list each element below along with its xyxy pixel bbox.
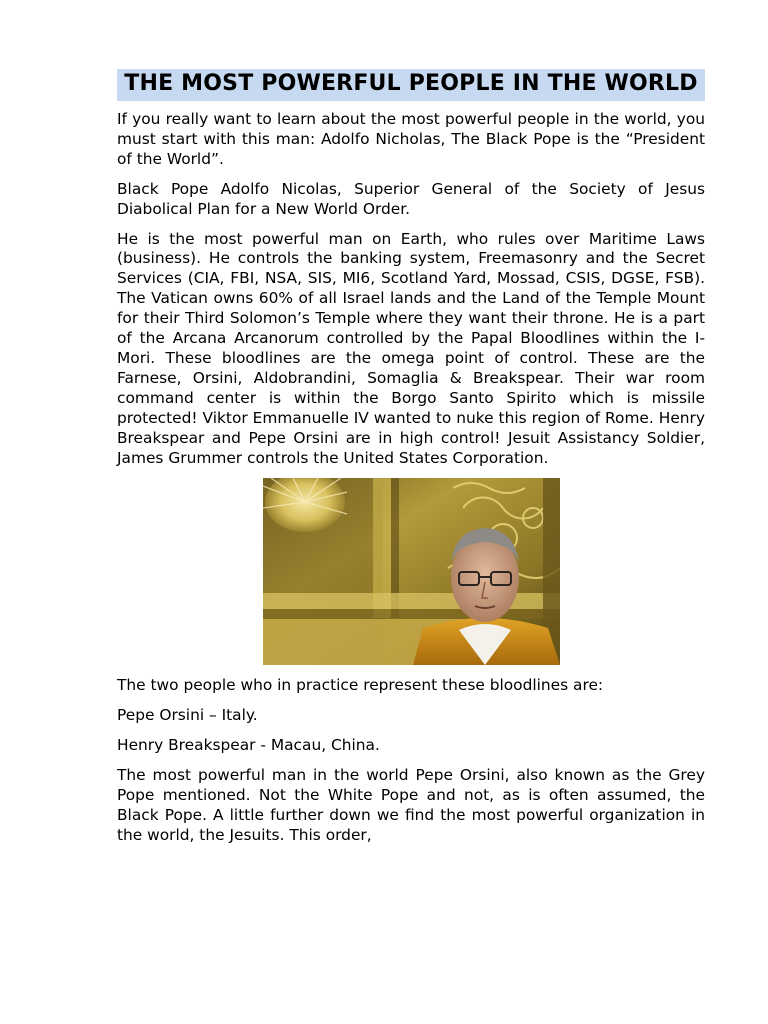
paragraph-powerful-man: He is the most powerful man on Earth, who rules over Maritime Laws (business). He controls the banking system, Freemasonry and the Secret Services (CIA, FBI, NSA, SIS, MI6, Scotland Yard, Mossad, CSIS, DGSE, FSB). The Vatican owns 60% of all Israel lands and the Land of the Temple Mount for their Third Solomon’s Temple where they want their throne. He is a part of the Arcana Arcanorum controlled by the Papal Bloodlines within the I-Mori. These bloodlines are the omega point of control. These are the Farnese, Orsini, Aldobrandini, Somaglia & Breakspear. Their war room command center is within the Borgo Santo Spirito which is missile protected! Viktor Emmanuelle IV wanted to nuke this region of Rome. Henry Breakspear and Pepe Orsini are in high control! Jesuit Assistancy Soldier, James Grummer controls the United States Corporation. xyxy=(117,229,705,467)
paragraph-grey-pope: The most powerful man in the world Pepe Orsini, also known as the Grey Pope mentioned. Not the White Pope and not, as is often assumed, the Black Pope. A little further down we find the most powerful organization in the world, the Jesuits. This order, xyxy=(117,766,705,844)
paragraph-black-pope: Black Pope Adolfo Nicolas, Superior General of the Society of Jesus Diabolical Plan for a New World Order. xyxy=(117,179,705,218)
portrait-photo-illustration xyxy=(263,478,560,665)
document-page xyxy=(117,69,705,856)
list-item-orsini: Pepe Orsini – Italy. xyxy=(117,706,258,725)
title-banner xyxy=(117,69,705,101)
list-item-breakspear: Henry Breakspear - Macau, China. xyxy=(117,736,380,755)
paragraph-bloodline-representatives: The two people who in practice represent these bloodlines are: xyxy=(117,676,604,695)
document-title: THE MOST POWERFUL PEOPLE IN THE WORLD xyxy=(124,71,698,96)
portrait-photo xyxy=(263,478,560,665)
document-body xyxy=(117,110,705,846)
paragraph-intro: If you really want to learn about the most powerful people in the world, you must start with this man: Adolfo Nicholas, The Black Pope is the “President of the World”. xyxy=(117,110,705,168)
